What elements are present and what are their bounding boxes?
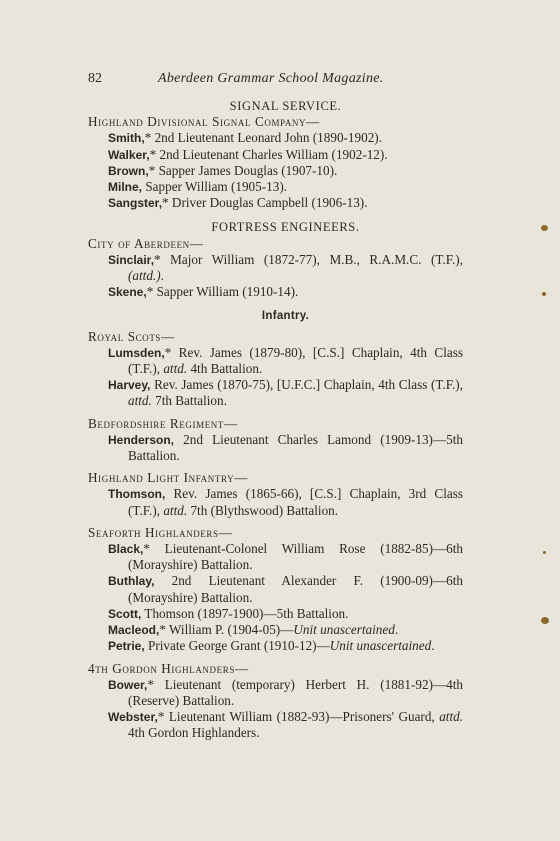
unit-heading-city-of-aberdeen: City of Aberdeen— xyxy=(88,235,204,251)
entry-name: Macleod, xyxy=(108,623,160,638)
entry-text: * Lieutenant (temporary) Herbert H. (1881-92)—4th (Reserve) Battalion. xyxy=(128,676,463,708)
entry-text: 2nd Lieutenant Charles Lamond (1909-13)—5th Battalion. xyxy=(128,431,463,464)
entry-text: * Lieutenant-Colonel William Rose (1882-85)—6th (Morayshire) Battalion. xyxy=(128,541,463,573)
roll-entry xyxy=(88,638,463,654)
entry-text: * Lieutenant William (1882-93)—Prisoners' Guard, xyxy=(157,709,440,725)
entry-italic: (attd.) xyxy=(128,268,161,284)
roll-entry xyxy=(88,179,463,195)
entry-name: Smith, xyxy=(108,131,145,146)
entry-italic: Unit unascertained xyxy=(293,622,395,638)
entry-name: Thomson, xyxy=(108,487,166,502)
paper-speck xyxy=(542,292,546,296)
roll-entry xyxy=(88,345,463,377)
entry-name: Bower, xyxy=(108,677,148,692)
entry-text-after: 4th Gordon Highlanders. xyxy=(128,725,260,741)
unit-heading-bedfordshire: Bedfordshire Regiment— xyxy=(88,415,238,431)
roll-entry xyxy=(88,252,463,284)
entry-name: Scott, xyxy=(108,606,142,621)
entry-text-after: 4th Battalion. xyxy=(187,361,263,377)
unit-heading-royal-scots: Royal Scots— xyxy=(88,328,175,344)
entry-text: * William P. (1904-05)— xyxy=(159,622,294,638)
entry-name: Brown, xyxy=(108,163,149,178)
paper-speck xyxy=(541,617,549,624)
entry-text: Rev. James (1870-75), [U.F.C.] Chaplain, 4th Class (T.F.), xyxy=(150,377,463,393)
signal-entries xyxy=(88,130,463,211)
entry-name: Harvey, xyxy=(108,378,151,393)
entry-name: Petrie, xyxy=(108,639,145,654)
section-heading-signal: SIGNAL SERVICE. xyxy=(229,99,342,113)
roll-entry xyxy=(88,677,463,709)
roll-entry xyxy=(88,573,463,605)
entry-italic: attd. xyxy=(163,502,188,518)
entry-text: * 2nd Lieutenant Charles William (1902-12). xyxy=(149,146,388,162)
entry-text: Rev. James (1865-66), [C.S.] Chaplain, 3rd Class (T.F.), xyxy=(128,486,463,518)
entry-text-after: 7th Battalion. xyxy=(151,393,227,409)
entry-text-after: . xyxy=(394,622,399,638)
entry-text: * Sapper James Douglas (1907-10). xyxy=(148,162,338,178)
roll-entry xyxy=(88,486,463,518)
roll-entry xyxy=(88,195,463,211)
entry-text: * Driver Douglas Campbell (1906-13). xyxy=(162,195,368,211)
entry-name: Milne, xyxy=(108,180,143,195)
entry-name: Sinclair, xyxy=(108,252,155,267)
entry-name: Henderson, xyxy=(108,432,175,447)
roll-entry xyxy=(88,541,463,573)
roll-entry xyxy=(88,147,463,163)
entry-text: * Sapper William (1910-14). xyxy=(146,284,299,300)
paper-speck xyxy=(541,225,548,231)
roll-entry xyxy=(88,377,463,409)
entry-name: Buthlay, xyxy=(108,574,155,589)
entry-text: 2nd Lieutenant Alexander F. (1900-09)—6th (Morayshire) Battalion. xyxy=(128,573,463,605)
entry-italic: attd. xyxy=(163,361,188,377)
roll-entry xyxy=(88,130,463,146)
entry-text: Sapper William (1905-13). xyxy=(142,179,288,195)
fortress-entries xyxy=(88,252,463,301)
entry-text: Thomson (1897-1900)—5th Battalion. xyxy=(141,605,349,621)
roll-entry xyxy=(88,163,463,179)
journal-title: Aberdeen Grammar School Magazine. xyxy=(158,71,384,86)
entry-text-after: . xyxy=(431,638,435,654)
roll-entry xyxy=(88,432,463,464)
entry-text: * Rev. James (1879-80), [C.S.] Chaplain, 4th Class (T.F.), xyxy=(128,344,463,377)
unit-heading-highland-light-infantry: Highland Light Infantry— xyxy=(88,470,248,486)
unit-heading-4th-gordon: 4th Gordon Highlanders— xyxy=(88,660,249,676)
roll-entry xyxy=(88,284,463,300)
roll-entry xyxy=(88,709,463,741)
roll-entry xyxy=(88,622,463,638)
section-heading-infantry: Infantry. xyxy=(261,310,310,323)
unit-heading-seaforth: Seaforth Highlanders— xyxy=(88,524,233,540)
entry-text-after: 7th (Blythswood) Battalion. xyxy=(187,502,339,518)
entry-text-after: . xyxy=(160,268,164,284)
entry-name: Skene, xyxy=(108,285,147,300)
entry-text: Private George Grant (1910-12)— xyxy=(144,638,330,654)
entry-italic: Unit unascertained xyxy=(329,638,432,654)
entry-name: Webster, xyxy=(108,710,158,725)
entry-name: Lumsden, xyxy=(108,345,165,360)
section-heading-fortress: FORTRESS ENGINEERS. xyxy=(211,220,360,235)
roll-of-service xyxy=(88,98,463,742)
paper-speck xyxy=(543,551,546,554)
roll-entry xyxy=(88,606,463,622)
entry-italic: attd. xyxy=(439,709,463,725)
entry-italic: attd. xyxy=(128,393,152,409)
entry-name: Walker, xyxy=(108,147,150,162)
entry-text: * Major William (1872-77), M.B., R.A.M.C. (T.F.), xyxy=(154,251,463,267)
entry-text: * 2nd Lieutenant Leonard John (1890-1902). xyxy=(144,130,382,146)
unit-heading-highland-signal: Highland Divisional Signal Company— xyxy=(88,114,320,130)
entry-name: Black, xyxy=(108,542,144,557)
page-number: 82 xyxy=(88,71,102,86)
entry-name: Sangster, xyxy=(108,196,163,211)
